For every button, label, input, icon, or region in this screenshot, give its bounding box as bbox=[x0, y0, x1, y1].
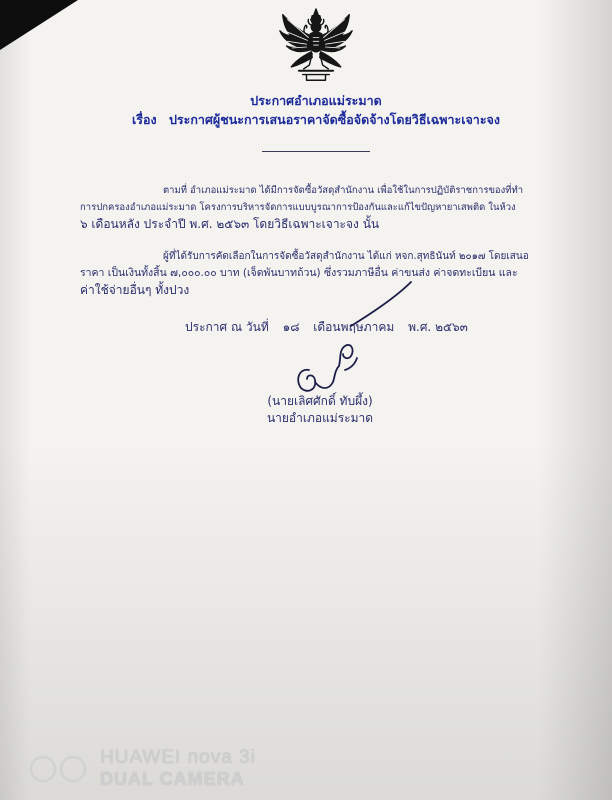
photo-corner-shadow bbox=[0, 0, 78, 50]
watermark-brand: HUAWEI nova 3i bbox=[100, 747, 256, 768]
dual-camera-icon bbox=[28, 753, 90, 785]
body-line: การปกครองอำเภอแม่ระมาด โครงการบริหารจัดการแบบบูรณาการป้องกันและแก้ไขปัญหายาเสพติด ในห้วง bbox=[80, 202, 516, 213]
body-line: ราคา เป็นเงินทั้งสิ้น ๗,๐๐๐.๐๐ บาท (เจ็ดพันบาทถ้วน) ซึ่งรวมภาษีอื่น ค่าขนส่ง ค่าจดทะเบียน และ bbox=[80, 267, 518, 279]
body-line: ตามที่ อำเภอแม่ระมาด ได้มีการจัดซื้อวัสดุสำนักงาน เพื่อใช้ในการปฏิบัติราชการของที่ทำ bbox=[163, 185, 524, 196]
signatory-position: นายอำเภอแม่ระมาด bbox=[266, 411, 374, 425]
body-line: ผู้ที่ได้รับการคัดเลือกในการจัดซื้อวัสดุสำนักงาน ได้แก่ หจก.สุทธินันท์ ๒๐๑๗ โดยเสนอ bbox=[163, 251, 529, 262]
announcement-title: ประกาศอำเภอแม่ระมาด bbox=[250, 93, 382, 108]
paragraph-purchase-background bbox=[80, 182, 532, 233]
signatory-name: (นายเลิศศักดิ์ ทับผึ้ง) bbox=[267, 394, 373, 408]
watermark-caption: DUAL CAMERA bbox=[100, 769, 245, 789]
date-prefix: ประกาศ ณ วันที่ bbox=[185, 320, 269, 334]
title-separator bbox=[262, 151, 370, 152]
date-month: เดือนพฤษภาคม bbox=[313, 320, 395, 334]
handwritten-signature bbox=[282, 278, 415, 398]
date-year: พ.ศ. ๒๕๖๓ bbox=[408, 320, 468, 334]
garuda-emblem-icon bbox=[278, 8, 354, 86]
body-line: ๖ เดือนหลัง ประจำปี พ.ศ. ๒๕๖๓ โดยวิธีเฉพาะเจาะจง นั้น bbox=[80, 217, 380, 231]
date-day: ๑๘ bbox=[282, 320, 300, 334]
subject-text: ประกาศผู้ชนะการเสนอราคาจัดซื้อจัดจ้างโดยวิธีเฉพาะเจาะจง bbox=[169, 112, 500, 127]
subject-label: เรื่อง bbox=[132, 112, 157, 127]
body-line: ค่าใช้จ่ายอื่นๆ ทั้งปวง bbox=[80, 283, 190, 297]
announcement-subject bbox=[20, 111, 612, 128]
